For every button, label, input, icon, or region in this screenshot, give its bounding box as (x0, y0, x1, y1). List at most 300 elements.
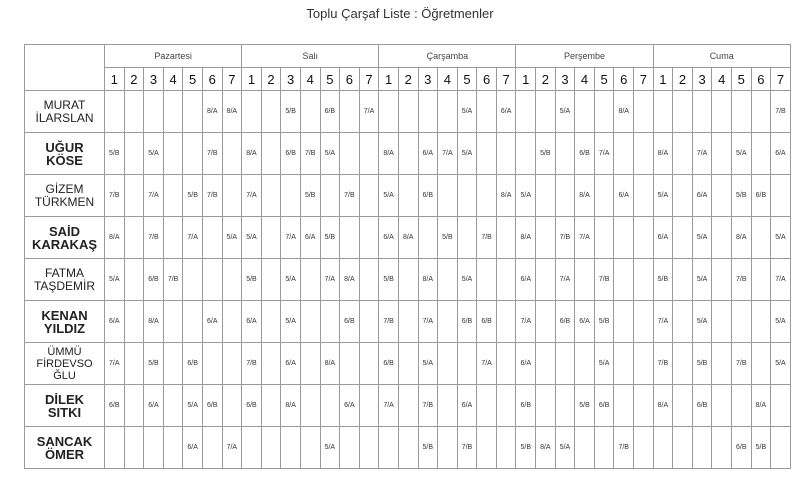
schedule-cell (516, 133, 536, 175)
schedule-cell: 6/A (457, 385, 477, 427)
schedule-cell (477, 427, 497, 469)
schedule-cell (496, 385, 516, 427)
schedule-cell (261, 133, 281, 175)
teacher-row (25, 133, 791, 175)
schedule-cell (398, 133, 418, 175)
schedule-cell (477, 385, 497, 427)
schedule-cell (477, 259, 497, 301)
schedule-cell: 6/B (516, 385, 536, 427)
schedule-cell: 5/A (281, 301, 301, 343)
day-header: Pazartesi (105, 45, 242, 68)
teacher-name-line: UĞUR (45, 139, 84, 155)
schedule-cell (261, 385, 281, 427)
period-header: 3 (144, 68, 164, 91)
schedule-cell (496, 301, 516, 343)
teacher-row (25, 301, 791, 343)
teacher-name-line: MURAT (43, 97, 86, 112)
schedule-cell: 8/A (398, 217, 418, 259)
schedule-cell: 7/A (653, 301, 673, 343)
schedule-cell: 6/B (281, 133, 301, 175)
schedule-cell (300, 259, 320, 301)
schedule-cell (183, 91, 203, 133)
schedule-cell (712, 343, 732, 385)
schedule-cell: 6/A (242, 301, 262, 343)
schedule-cell: 6/A (379, 217, 399, 259)
schedule-cell (614, 217, 634, 259)
period-header: 6 (477, 68, 497, 91)
teacher-name-line: GİZEM (45, 181, 84, 196)
teacher-name (25, 175, 105, 217)
schedule-cell (359, 343, 379, 385)
schedule-cell: 8/A (516, 217, 536, 259)
schedule-cell: 7/B (771, 91, 791, 133)
teacher-name-line: DİLEK (45, 391, 84, 407)
schedule-cell: 7/A (575, 217, 595, 259)
schedule-cell (771, 175, 791, 217)
schedule-cell: 6/A (105, 301, 125, 343)
schedule-cell: 5/B (300, 175, 320, 217)
teacher-name-line: FATMA (44, 265, 85, 280)
period-header: 7 (771, 68, 791, 91)
schedule-cell: 6/A (281, 343, 301, 385)
period-header: 7 (222, 68, 242, 91)
schedule-cell (712, 133, 732, 175)
schedule-cell: 6/A (496, 91, 516, 133)
schedule-cell: 8/A (575, 175, 595, 217)
schedule-cell (634, 427, 654, 469)
schedule-cell: 5/A (692, 301, 712, 343)
schedule-cell (673, 217, 693, 259)
schedule-cell: 5/B (418, 427, 438, 469)
teacher-name-line: TAŞDEMİR (33, 278, 96, 293)
schedule-cell: 5/A (692, 217, 712, 259)
period-header: 6 (340, 68, 360, 91)
schedule-cell (634, 175, 654, 217)
schedule-cell: 6/B (144, 259, 164, 301)
schedule-cell (496, 259, 516, 301)
period-header: 5 (183, 68, 203, 91)
schedule-cell (634, 217, 654, 259)
schedule-cell (340, 133, 360, 175)
schedule-cell (457, 217, 477, 259)
schedule-cell (222, 385, 242, 427)
schedule-cell (712, 175, 732, 217)
teacher-name (25, 343, 105, 385)
schedule-cell (692, 427, 712, 469)
period-header: 5 (594, 68, 614, 91)
schedule-cell: 6/A (614, 175, 634, 217)
teacher-name (25, 385, 105, 427)
schedule-cell (634, 259, 654, 301)
schedule-cell (261, 427, 281, 469)
schedule-cell (124, 217, 144, 259)
period-header: 7 (359, 68, 379, 91)
period-header: 3 (418, 68, 438, 91)
schedule-cell: 7/A (242, 175, 262, 217)
schedule-cell (673, 301, 693, 343)
schedule-cell (124, 259, 144, 301)
schedule-cell (124, 343, 144, 385)
schedule-cell (202, 217, 222, 259)
schedule-cell (555, 385, 575, 427)
period-header: 1 (516, 68, 536, 91)
schedule-cell (359, 427, 379, 469)
schedule-cell: 7/A (438, 133, 458, 175)
schedule-cell (183, 301, 203, 343)
schedule-cell: 6/B (340, 301, 360, 343)
schedule-cell (124, 301, 144, 343)
schedule-cell: 6/B (320, 91, 340, 133)
schedule-cell: 7/B (614, 427, 634, 469)
schedule-cell (261, 343, 281, 385)
corner-cell (25, 45, 105, 68)
schedule-cell (594, 91, 614, 133)
schedule-cell (340, 217, 360, 259)
schedule-cell (222, 343, 242, 385)
schedule-cell (438, 301, 458, 343)
schedule-cell (222, 301, 242, 343)
schedule-cell (496, 427, 516, 469)
schedule-cell (536, 217, 556, 259)
teacher-name (25, 217, 105, 259)
schedule-cell (438, 175, 458, 217)
period-header: 4 (163, 68, 183, 91)
schedule-cell (340, 427, 360, 469)
schedule-cell: 8/A (202, 91, 222, 133)
schedule-cell: 5/A (379, 175, 399, 217)
schedule-cell: 6/A (653, 217, 673, 259)
teacher-name (25, 91, 105, 133)
schedule-cell: 7/B (379, 301, 399, 343)
schedule-cell (771, 427, 791, 469)
schedule-table-wrapper (24, 44, 791, 469)
schedule-cell (202, 427, 222, 469)
schedule-cell (398, 427, 418, 469)
schedule-cell: 8/A (281, 385, 301, 427)
schedule-cell: 5/A (183, 385, 203, 427)
schedule-cell (163, 217, 183, 259)
schedule-cell (320, 301, 340, 343)
schedule-cell: 7/A (144, 175, 164, 217)
schedule-cell: 7/B (477, 217, 497, 259)
schedule-cell: 5/A (320, 133, 340, 175)
teacher-row (25, 343, 791, 385)
schedule-cell (359, 301, 379, 343)
schedule-cell (202, 259, 222, 301)
schedule-table (24, 44, 791, 469)
schedule-cell: 5/B (575, 385, 595, 427)
schedule-cell (281, 427, 301, 469)
schedule-cell (438, 91, 458, 133)
schedule-cell: 6/A (340, 385, 360, 427)
schedule-cell (653, 91, 673, 133)
schedule-cell (751, 91, 771, 133)
schedule-cell (536, 343, 556, 385)
teacher-row (25, 91, 791, 133)
schedule-cell: 6/B (555, 301, 575, 343)
schedule-cell: 5/A (144, 133, 164, 175)
schedule-cell (163, 91, 183, 133)
period-header: 7 (496, 68, 516, 91)
schedule-cell: 7/B (163, 259, 183, 301)
schedule-cell (438, 343, 458, 385)
period-header: 1 (653, 68, 673, 91)
schedule-cell (634, 385, 654, 427)
schedule-cell (398, 301, 418, 343)
schedule-cell (673, 91, 693, 133)
schedule-cell: 7/A (222, 427, 242, 469)
schedule-cell (398, 385, 418, 427)
schedule-cell: 7/A (516, 301, 536, 343)
schedule-cell: 6/B (751, 175, 771, 217)
schedule-cell (536, 259, 556, 301)
schedule-cell (261, 175, 281, 217)
schedule-cell: 5/A (692, 259, 712, 301)
schedule-cell (477, 175, 497, 217)
schedule-cell (457, 175, 477, 217)
schedule-cell (418, 91, 438, 133)
schedule-cell: 7/A (183, 217, 203, 259)
schedule-cell: 5/B (242, 259, 262, 301)
schedule-cell: 7/A (105, 343, 125, 385)
schedule-cell: 7/A (692, 133, 712, 175)
schedule-cell: 7/B (300, 133, 320, 175)
schedule-cell: 6/B (457, 301, 477, 343)
teacher-row (25, 385, 791, 427)
schedule-cell: 7/A (418, 301, 438, 343)
schedule-cell (673, 175, 693, 217)
teacher-name-line: İLARSLAN (35, 110, 94, 125)
schedule-cell (614, 133, 634, 175)
schedule-cell (496, 133, 516, 175)
schedule-cell (751, 259, 771, 301)
schedule-cell (673, 385, 693, 427)
schedule-cell (183, 133, 203, 175)
period-header: 4 (712, 68, 732, 91)
schedule-cell: 6/A (516, 343, 536, 385)
teacher-row (25, 427, 791, 469)
schedule-cell (536, 301, 556, 343)
period-header: 5 (320, 68, 340, 91)
period-header: 4 (300, 68, 320, 91)
schedule-cell (163, 301, 183, 343)
schedule-cell (614, 301, 634, 343)
schedule-cell (634, 91, 654, 133)
schedule-cell (575, 91, 595, 133)
period-header: 2 (673, 68, 693, 91)
schedule-cell (751, 217, 771, 259)
schedule-cell (300, 91, 320, 133)
schedule-cell (124, 133, 144, 175)
schedule-cell: 6/A (516, 259, 536, 301)
schedule-cell: 5/B (379, 259, 399, 301)
schedule-cell (634, 301, 654, 343)
schedule-cell (732, 301, 752, 343)
schedule-cell: 7/B (340, 175, 360, 217)
page-title: Toplu Çarşaf Liste : Öğretmenler (306, 6, 494, 21)
schedule-cell (124, 427, 144, 469)
schedule-cell: 5/A (653, 175, 673, 217)
schedule-cell: 5/B (281, 91, 301, 133)
period-header: 1 (105, 68, 125, 91)
schedule-cell: 8/A (732, 217, 752, 259)
schedule-cell (398, 259, 418, 301)
schedule-cell (300, 301, 320, 343)
schedule-cell (418, 217, 438, 259)
teacher-name (25, 427, 105, 469)
schedule-cell (594, 217, 614, 259)
schedule-cell: 5/A (418, 343, 438, 385)
schedule-cell: 6/B (242, 385, 262, 427)
schedule-cell (751, 301, 771, 343)
schedule-cell (242, 91, 262, 133)
schedule-cell (202, 343, 222, 385)
schedule-cell: 5/A (516, 175, 536, 217)
schedule-cell (673, 259, 693, 301)
schedule-cell: 7/B (105, 175, 125, 217)
schedule-cell (438, 427, 458, 469)
schedule-cell: 5/A (242, 217, 262, 259)
schedule-cell (163, 175, 183, 217)
schedule-cell: 5/A (320, 427, 340, 469)
schedule-cell (163, 343, 183, 385)
teacher-row (25, 259, 791, 301)
period-header: 6 (751, 68, 771, 91)
schedule-cell: 8/A (653, 385, 673, 427)
schedule-cell (594, 175, 614, 217)
teacher-row (25, 175, 791, 217)
schedule-cell: 5/A (281, 259, 301, 301)
schedule-cell: 5/A (771, 217, 791, 259)
schedule-cell: 6/B (105, 385, 125, 427)
schedule-cell: 5/A (555, 427, 575, 469)
schedule-cell (144, 427, 164, 469)
schedule-cell (379, 427, 399, 469)
day-header: Salı (242, 45, 379, 68)
teacher-row (25, 217, 791, 259)
schedule-cell (457, 343, 477, 385)
schedule-cell: 5/B (516, 427, 536, 469)
schedule-cell: 6/A (575, 301, 595, 343)
period-header: 2 (124, 68, 144, 91)
schedule-cell (712, 301, 732, 343)
schedule-cell (163, 385, 183, 427)
schedule-cell: 6/B (202, 385, 222, 427)
schedule-cell: 7/A (359, 91, 379, 133)
period-header: 3 (281, 68, 301, 91)
schedule-cell (614, 385, 634, 427)
schedule-cell: 7/B (732, 343, 752, 385)
schedule-cell: 5/B (594, 301, 614, 343)
schedule-cell: 5/B (105, 133, 125, 175)
schedule-cell (438, 259, 458, 301)
schedule-cell: 7/A (594, 133, 614, 175)
teacher-name (25, 301, 105, 343)
schedule-cell (340, 343, 360, 385)
schedule-cell (634, 133, 654, 175)
schedule-cell (222, 133, 242, 175)
schedule-cell: 6/B (575, 133, 595, 175)
schedule-cell: 7/B (555, 217, 575, 259)
teacher-name-line: FİRDEVSO (36, 357, 93, 370)
schedule-cell (359, 385, 379, 427)
schedule-cell (555, 343, 575, 385)
schedule-cell (673, 133, 693, 175)
schedule-cell (614, 259, 634, 301)
schedule-cell: 7/B (418, 385, 438, 427)
schedule-cell (261, 301, 281, 343)
schedule-cell (398, 343, 418, 385)
schedule-cell (300, 343, 320, 385)
teacher-name-line: ĞLU (53, 369, 76, 382)
schedule-cell (712, 385, 732, 427)
schedule-cell (712, 259, 732, 301)
schedule-cell (673, 427, 693, 469)
teacher-name-line: KARAKAŞ (32, 236, 97, 252)
schedule-cell (222, 175, 242, 217)
schedule-cell: 5/B (438, 217, 458, 259)
schedule-cell (124, 175, 144, 217)
schedule-cell (359, 133, 379, 175)
schedule-cell: 8/A (653, 133, 673, 175)
teacher-name-line: SANCAK (36, 433, 93, 449)
schedule-cell (398, 175, 418, 217)
schedule-cell: 7/A (320, 259, 340, 301)
schedule-cell: 6/B (183, 343, 203, 385)
schedule-cell: 7/B (242, 343, 262, 385)
schedule-cell: 5/A (105, 259, 125, 301)
schedule-cell (222, 259, 242, 301)
schedule-cell (536, 385, 556, 427)
schedule-cell: 8/A (242, 133, 262, 175)
schedule-cell (281, 175, 301, 217)
period-header: 3 (692, 68, 712, 91)
period-header: 2 (536, 68, 556, 91)
schedule-cell: 6/A (692, 175, 712, 217)
schedule-cell: 8/A (340, 259, 360, 301)
schedule-cell: 6/A (183, 427, 203, 469)
schedule-cell (300, 427, 320, 469)
schedule-cell: 8/A (320, 343, 340, 385)
schedule-cell (163, 427, 183, 469)
schedule-cell: 5/B (653, 259, 673, 301)
schedule-cell: 8/A (536, 427, 556, 469)
day-header-row (25, 45, 791, 68)
schedule-cell (320, 175, 340, 217)
teacher-name-line: SAİD (48, 223, 81, 239)
schedule-cell: 5/B (536, 133, 556, 175)
schedule-cell (398, 91, 418, 133)
schedule-cell (144, 91, 164, 133)
schedule-cell: 7/B (732, 259, 752, 301)
schedule-cell (771, 385, 791, 427)
schedule-cell: 7/B (144, 217, 164, 259)
schedule-cell: 7/B (457, 427, 477, 469)
schedule-cell (516, 91, 536, 133)
schedule-cell: 6/A (300, 217, 320, 259)
schedule-cell: 6/B (692, 385, 712, 427)
schedule-cell (712, 217, 732, 259)
schedule-cell: 6/B (477, 301, 497, 343)
schedule-cell: 5/A (457, 133, 477, 175)
schedule-cell (712, 91, 732, 133)
schedule-cell (673, 343, 693, 385)
teacher-name-line: ÜMMÜ (47, 345, 82, 358)
schedule-cell (438, 385, 458, 427)
period-header: 4 (438, 68, 458, 91)
corner-cell (25, 68, 105, 91)
schedule-cell (124, 91, 144, 133)
